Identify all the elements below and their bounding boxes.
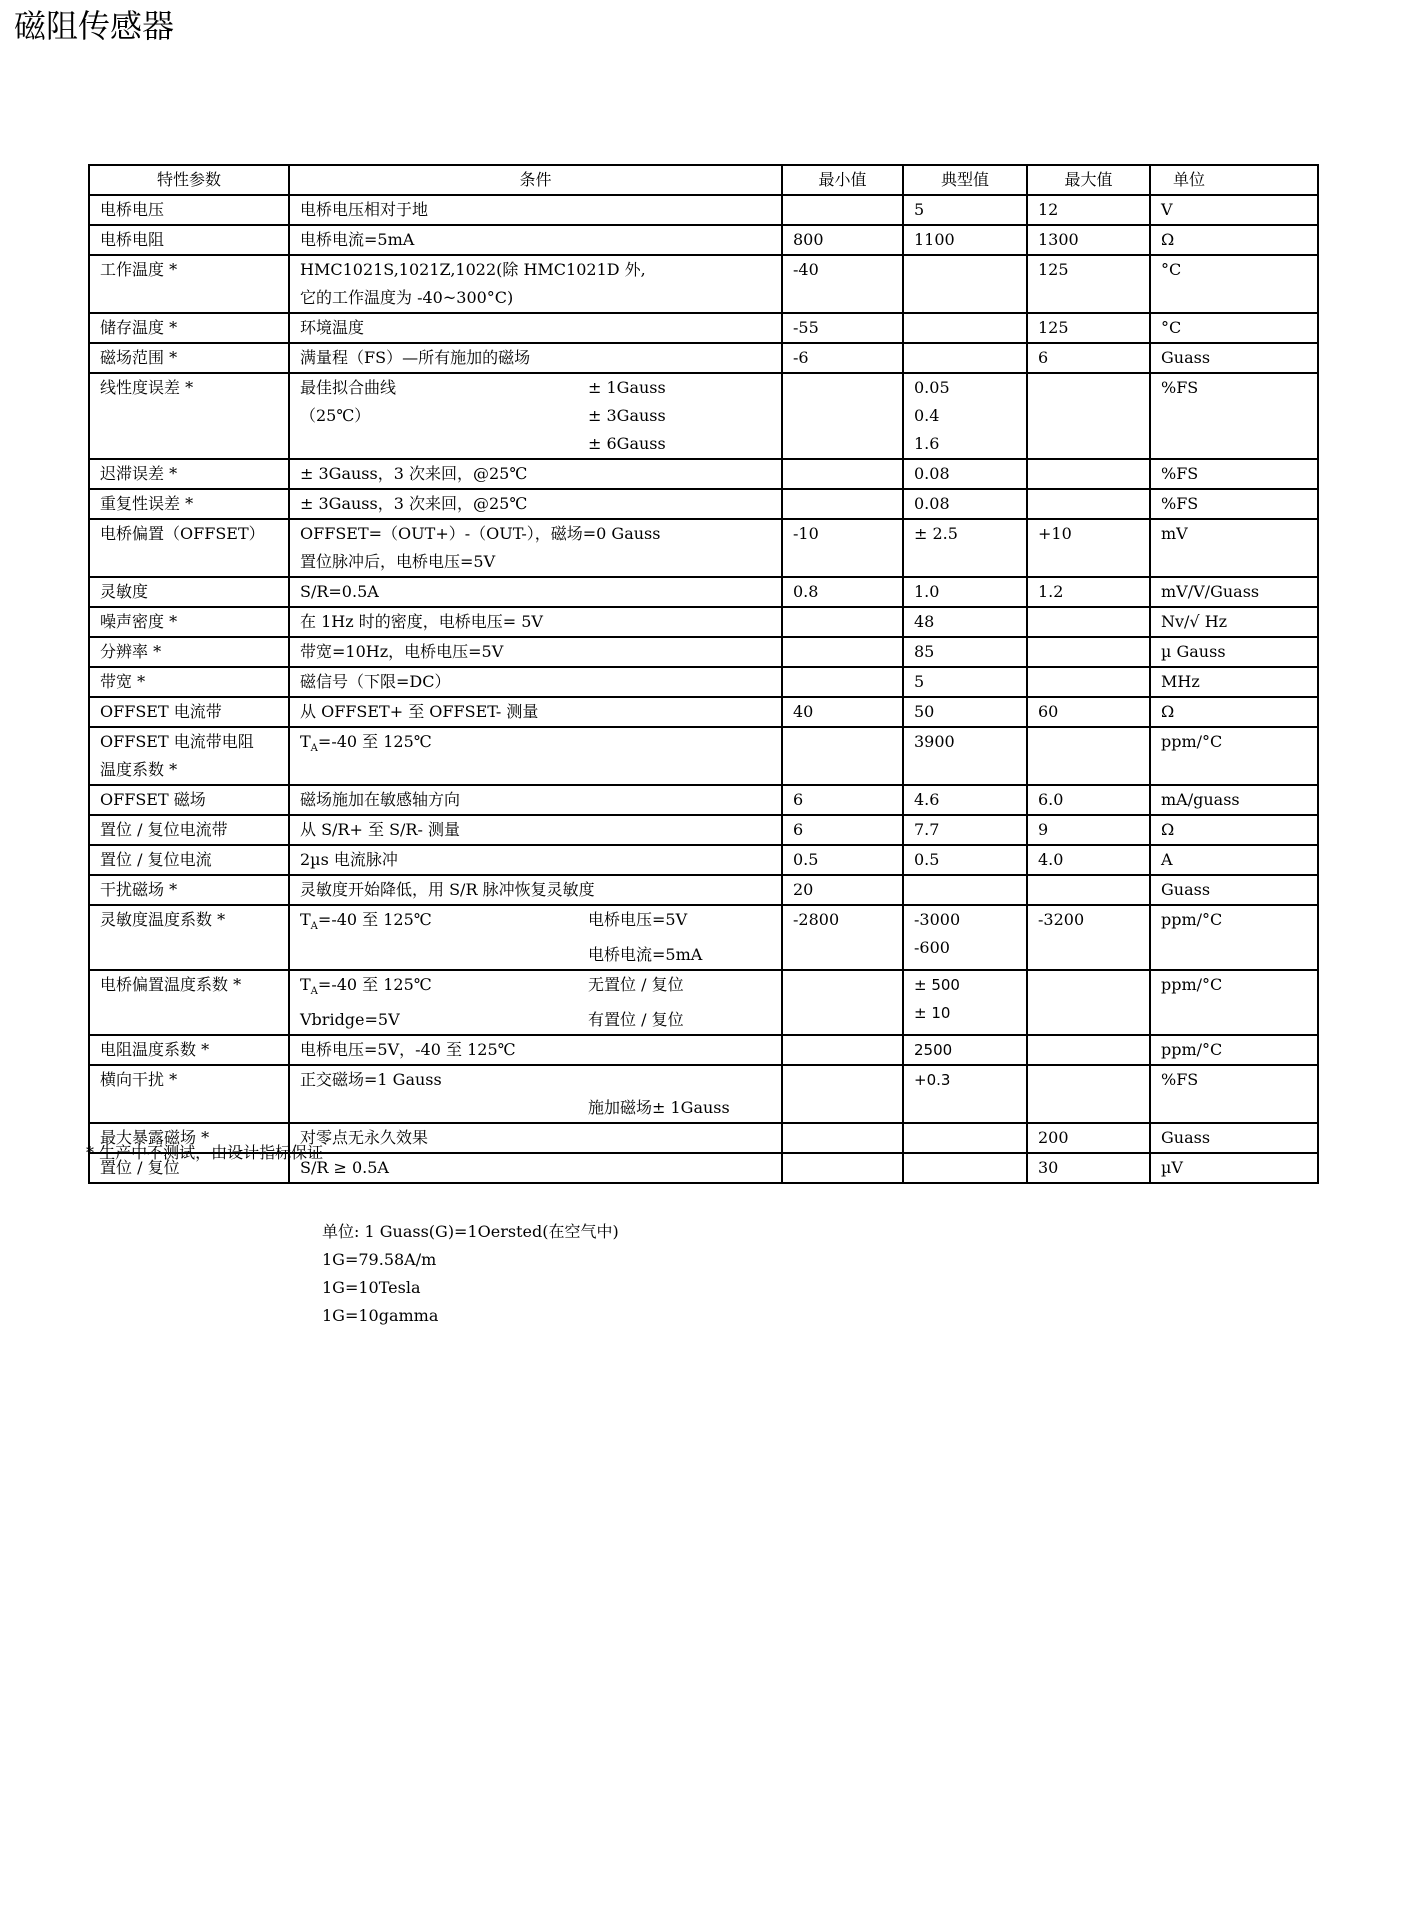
max-cell — [1027, 667, 1150, 697]
condition-line: 最佳拟合曲线 — [300, 378, 397, 397]
condition-cell: 灵敏度开始降低，用 S/R 脉冲恢复灵敏度 — [289, 875, 782, 905]
unit-cell: Ω — [1150, 697, 1318, 727]
param-cell: 磁场范围 * — [89, 343, 289, 373]
unit-cell: Ω — [1150, 225, 1318, 255]
param-cell: 重复性误差 * — [89, 489, 289, 519]
max-cell: 200 — [1027, 1123, 1150, 1153]
unit-cell: mA/guass — [1150, 785, 1318, 815]
typ-cell: 4.6 — [903, 785, 1027, 815]
max-cell: 4.0 — [1027, 845, 1150, 875]
typ-value: 1.6 — [914, 434, 940, 453]
param-cell: 干扰磁场 * — [89, 875, 289, 905]
typ-cell: ± 2.5 — [903, 519, 1027, 577]
condition-line: Vbridge=5V — [300, 1010, 400, 1030]
typ-cell — [903, 970, 1027, 1035]
param-cell: 噪声密度 * — [89, 607, 289, 637]
max-cell — [1027, 489, 1150, 519]
condition-range — [588, 1066, 781, 1094]
unit-cell: Guass — [1150, 875, 1318, 905]
param-cell: 最大暴露磁场 * — [89, 1123, 289, 1153]
condition-cell — [289, 1065, 782, 1123]
typ-cell: 2500 — [903, 1035, 1027, 1065]
condition-cell — [289, 373, 782, 459]
max-cell: 125 — [1027, 313, 1150, 343]
condition-range: 无置位 / 复位 — [588, 975, 684, 995]
param-cell: 置位 / 复位电流 — [89, 845, 289, 875]
max-cell — [1027, 1035, 1150, 1065]
unit-cell: °C — [1150, 313, 1318, 343]
condition-line: $T_A=-40$ 至 125℃ — [300, 975, 432, 998]
table-row — [89, 225, 1318, 255]
min-cell: -40 — [782, 255, 903, 313]
condition-cell — [289, 519, 782, 577]
typ-value: -600 — [914, 938, 950, 957]
typ-cell: 7.7 — [903, 815, 1027, 845]
max-cell — [1027, 607, 1150, 637]
param-line: OFFSET 电流带电阻 — [100, 732, 254, 751]
table-row — [89, 815, 1318, 845]
typ-cell: 1100 — [903, 225, 1027, 255]
unit-cell: Guass — [1150, 343, 1318, 373]
min-cell: 20 — [782, 875, 903, 905]
unit-cell: ppm/°C — [1150, 1035, 1318, 1065]
table-row — [89, 373, 1318, 459]
min-cell — [782, 1153, 903, 1183]
param-cell: 电桥电阻 — [89, 225, 289, 255]
unit-cell: ppm/°C — [1150, 727, 1318, 785]
max-cell — [1027, 1065, 1150, 1123]
condition-range: 有置位 / 复位 — [588, 1010, 684, 1030]
max-cell: 1.2 — [1027, 577, 1150, 607]
max-cell: 12 — [1027, 195, 1150, 225]
min-cell: 6 — [782, 785, 903, 815]
unit-cell: %FS — [1150, 489, 1318, 519]
typ-cell — [903, 1123, 1027, 1153]
table-row — [89, 727, 1318, 785]
condition-cell: ± 3Gauss，3 次来回，@25℃ — [289, 489, 782, 519]
max-cell: 60 — [1027, 697, 1150, 727]
typ-cell: 48 — [903, 607, 1027, 637]
unit-cell: ppm/°C — [1150, 905, 1318, 970]
typ-value: 0.05 — [914, 378, 950, 397]
min-cell — [782, 727, 903, 785]
condition-cell: 2µs 电流脉冲 — [289, 845, 782, 875]
param-cell: 工作温度 * — [89, 255, 289, 313]
param-cell: 电桥偏置（OFFSET） — [89, 519, 289, 577]
table-row — [89, 195, 1318, 225]
condition-cell: 从 S/R+ 至 S/R- 测量 — [289, 815, 782, 845]
typ-value: -3000 — [914, 910, 961, 929]
min-cell: 800 — [782, 225, 903, 255]
units-note-line: 1G=10Tesla — [322, 1278, 421, 1297]
param-cell — [89, 727, 289, 785]
typ-value: ± 10 — [914, 1004, 951, 1023]
table-row — [89, 1065, 1318, 1123]
condition-cell: 磁信号（下限=DC） — [289, 667, 782, 697]
param-cell: 迟滞误差 * — [89, 459, 289, 489]
condition-cell: 环境温度 — [289, 313, 782, 343]
table-row — [89, 343, 1318, 373]
min-cell — [782, 373, 903, 459]
param-cell: 电桥偏置温度系数 * — [89, 970, 289, 1035]
condition-cell: S/R=0.5A — [289, 577, 782, 607]
table-row — [89, 875, 1318, 905]
table-row — [89, 905, 1318, 970]
condition-cell: 满量程（FS）—所有施加的磁场 — [289, 343, 782, 373]
min-cell — [782, 1065, 903, 1123]
typ-cell: 0.08 — [903, 459, 1027, 489]
table-row — [89, 255, 1318, 313]
max-cell: 1300 — [1027, 225, 1150, 255]
unit-cell: MHz — [1150, 667, 1318, 697]
param-cell: 储存温度 * — [89, 313, 289, 343]
condition-line: $T_A=-40$ 至 125℃ — [300, 910, 432, 933]
table-row — [89, 785, 1318, 815]
typ-cell: 1.0 — [903, 577, 1027, 607]
min-cell — [782, 489, 903, 519]
typ-cell: 5 — [903, 195, 1027, 225]
unit-cell: Nv/√ Hz — [1150, 607, 1318, 637]
condition-line: HMC1021S,1021Z,1022(除 HMC1021D 外, — [300, 260, 646, 279]
condition-line: （25℃） — [300, 406, 371, 425]
typ-cell: 50 — [903, 697, 1027, 727]
min-cell: 0.5 — [782, 845, 903, 875]
unit-cell: V — [1150, 195, 1318, 225]
unit-cell: Guass — [1150, 1123, 1318, 1153]
param-cell: OFFSET 电流带 — [89, 697, 289, 727]
footnote: * 生产中不测试，由设计指标保证 — [86, 1143, 324, 1162]
unit-cell: ppm/°C — [1150, 970, 1318, 1035]
param-cell: 电阻温度系数 * — [89, 1035, 289, 1065]
condition-cell: 电桥电压相对于地 — [289, 195, 782, 225]
table-row — [89, 697, 1318, 727]
table-row — [89, 459, 1318, 489]
condition-cell: 磁场施加在敏感轴方向 — [289, 785, 782, 815]
typ-cell: 85 — [903, 637, 1027, 667]
min-cell: 0.8 — [782, 577, 903, 607]
max-cell — [1027, 459, 1150, 489]
max-cell — [1027, 970, 1150, 1035]
header-param: 特性参数 — [89, 165, 289, 195]
condition-line — [300, 941, 588, 969]
header-typ: 典型值 — [903, 165, 1027, 195]
min-cell — [782, 1035, 903, 1065]
min-cell — [782, 1123, 903, 1153]
header-unit: 单位 — [1150, 165, 1318, 195]
units-note-line: 单位: 1 Guass(G)=1Oersted(在空气中) — [322, 1222, 619, 1241]
param-cell: 置位 / 复位 — [89, 1153, 289, 1183]
min-cell: -55 — [782, 313, 903, 343]
min-cell — [782, 637, 903, 667]
unit-cell: °C — [1150, 255, 1318, 313]
max-cell — [1027, 875, 1150, 905]
typ-cell — [903, 875, 1027, 905]
condition-range: 电桥电流=5mA — [588, 945, 703, 965]
typ-cell — [903, 1153, 1027, 1183]
table-header-row — [89, 165, 1318, 195]
unit-cell: µ Gauss — [1150, 637, 1318, 667]
max-cell — [1027, 373, 1150, 459]
param-cell: 灵敏度 — [89, 577, 289, 607]
param-cell: 分辨率 * — [89, 637, 289, 667]
min-cell: 40 — [782, 697, 903, 727]
condition-range: ± 3Gauss — [588, 406, 666, 425]
max-cell: 30 — [1027, 1153, 1150, 1183]
condition-line — [300, 1094, 588, 1122]
table-row — [89, 845, 1318, 875]
condition-cell — [289, 727, 782, 785]
param-cell: 电桥电压 — [89, 195, 289, 225]
max-cell — [1027, 637, 1150, 667]
typ-cell: 0.08 — [903, 489, 1027, 519]
units-note-line: 1G=10gamma — [322, 1306, 439, 1325]
condition-line: 正交磁场=1 Gauss — [300, 1070, 442, 1090]
units-note-line: 1G=79.58A/m — [322, 1250, 437, 1269]
min-cell: 6 — [782, 815, 903, 845]
condition-cell — [289, 255, 782, 313]
header-condition: 条件 — [289, 165, 782, 195]
condition-cell — [289, 970, 782, 1035]
max-cell: +10 — [1027, 519, 1150, 577]
param-cell: 灵敏度温度系数 * — [89, 905, 289, 970]
units-note — [322, 1218, 619, 1330]
typ-value: ± 500 — [914, 976, 960, 995]
param-cell: 横向干扰 * — [89, 1065, 289, 1123]
condition-line: OFFSET=（OUT+）-（OUT-），磁场=0 Gauss — [300, 524, 661, 543]
page-title: 磁阻传感器 — [14, 7, 175, 45]
condition-cell: 在 1Hz 时的密度，电桥电压= 5V — [289, 607, 782, 637]
param-cell: 置位 / 复位电流带 — [89, 815, 289, 845]
condition-cell: 对零点无永久效果 — [289, 1123, 782, 1153]
table-row — [89, 667, 1318, 697]
condition-cell: ± 3Gauss，3 次来回，@25℃ — [289, 459, 782, 489]
typ-cell: +0.3 — [903, 1065, 1027, 1123]
condition-range: ± 1Gauss — [588, 378, 666, 397]
condition-line: 置位脉冲后，电桥电压=5V — [300, 552, 496, 571]
condition-cell: 电桥电压=5V，-40 至 125℃ — [289, 1035, 782, 1065]
table-row — [89, 489, 1318, 519]
spec-table — [88, 164, 1319, 1184]
unit-cell: µV — [1150, 1153, 1318, 1183]
condition-line: $T_A=-40$ 至 125℃ — [300, 732, 432, 755]
table-row — [89, 577, 1318, 607]
min-cell — [782, 970, 903, 1035]
typ-cell: 5 — [903, 667, 1027, 697]
param-cell: OFFSET 磁场 — [89, 785, 289, 815]
header-min: 最小值 — [782, 165, 903, 195]
table-row — [89, 1035, 1318, 1065]
param-line: 温度系数 * — [100, 760, 178, 779]
unit-cell: %FS — [1150, 373, 1318, 459]
typ-cell — [903, 255, 1027, 313]
typ-cell — [903, 313, 1027, 343]
max-cell: 125 — [1027, 255, 1150, 313]
condition-cell: S/R ≥ 0.5A — [289, 1153, 782, 1183]
unit-cell: %FS — [1150, 459, 1318, 489]
table-row — [89, 970, 1318, 1035]
condition-line: 它的工作温度为 -40~300°C) — [300, 288, 514, 307]
condition-cell: 电桥电流=5mA — [289, 225, 782, 255]
table-row — [89, 313, 1318, 343]
min-cell: -6 — [782, 343, 903, 373]
unit-cell: Ω — [1150, 815, 1318, 845]
min-cell — [782, 195, 903, 225]
typ-cell: 3900 — [903, 727, 1027, 785]
condition-cell — [289, 905, 782, 970]
min-cell — [782, 607, 903, 637]
table-row — [89, 607, 1318, 637]
max-cell: -3200 — [1027, 905, 1150, 970]
max-cell: 9 — [1027, 815, 1150, 845]
condition-range: 电桥电压=5V — [588, 910, 688, 929]
unit-cell: mV — [1150, 519, 1318, 577]
min-cell: -10 — [782, 519, 903, 577]
max-cell — [1027, 727, 1150, 785]
param-cell: 线性度误差 * — [89, 373, 289, 459]
min-cell — [782, 667, 903, 697]
condition-range: ± 6Gauss — [588, 434, 666, 453]
condition-cell: 带宽=10Hz，电桥电压=5V — [289, 637, 782, 667]
min-cell: -2800 — [782, 905, 903, 970]
header-max: 最大值 — [1027, 165, 1150, 195]
unit-cell: %FS — [1150, 1065, 1318, 1123]
typ-value: 0.4 — [914, 406, 940, 425]
typ-cell — [903, 373, 1027, 459]
typ-cell: 0.5 — [903, 845, 1027, 875]
condition-cell: 从 OFFSET+ 至 OFFSET- 测量 — [289, 697, 782, 727]
max-cell: 6 — [1027, 343, 1150, 373]
max-cell: 6.0 — [1027, 785, 1150, 815]
table-row — [89, 519, 1318, 577]
table-row — [89, 637, 1318, 667]
typ-cell — [903, 343, 1027, 373]
typ-cell — [903, 905, 1027, 970]
param-cell: 带宽 * — [89, 667, 289, 697]
condition-range: 施加磁场± 1Gauss — [588, 1098, 730, 1118]
min-cell — [782, 459, 903, 489]
unit-cell: A — [1150, 845, 1318, 875]
condition-line — [300, 430, 588, 458]
unit-cell: mV/V/Guass — [1150, 577, 1318, 607]
